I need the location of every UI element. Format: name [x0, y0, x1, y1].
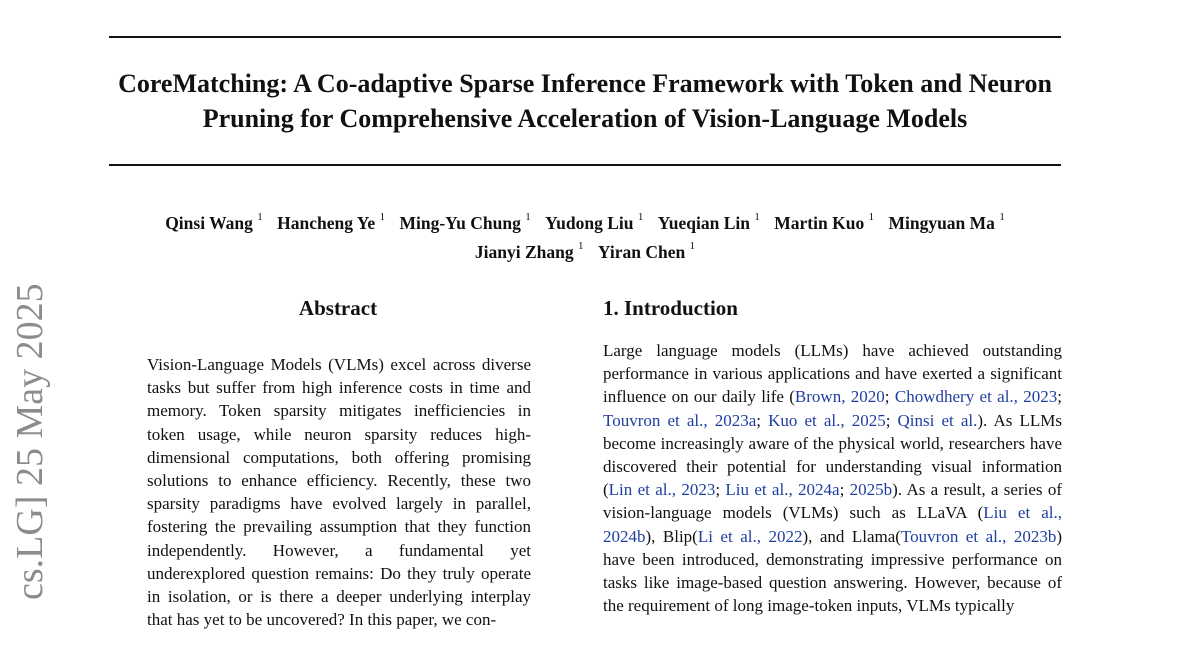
- citation-link[interactable]: Liu et al., 2024a: [725, 480, 840, 500]
- affiliation-marker: 1: [257, 211, 263, 223]
- affiliation-marker: 1: [637, 211, 644, 223]
- affiliation-marker: 1: [578, 239, 584, 252]
- citation-link[interactable]: Chowdhery et al., 2023: [894, 387, 1058, 407]
- paper-title: CoreMatching: A Co-adaptive Sparse Inference Framework with Token and Neuron Pruning for Comprehensive Acceleration of Vision-Language Models: [118, 69, 1052, 133]
- abstract-heading: Abstract: [298, 296, 378, 320]
- bottom-rule: [109, 164, 1061, 166]
- top-rule: [109, 36, 1061, 38]
- citation-link[interactable]: Lin et al., 2023: [608, 480, 716, 500]
- affiliation-marker: 1: [999, 211, 1005, 223]
- citation-link[interactable]: Liu et al., 2024b: [603, 503, 1062, 546]
- citation-link[interactable]: Touvron et al., 2023a: [603, 410, 757, 430]
- arxiv-stamp: cs.LG] 25 May 2025: [9, 283, 51, 600]
- author-name: Yiran Chen $^1$: [597, 239, 696, 262]
- author-list: [109, 207, 1061, 265]
- author-name: Yudong Liu $^1$: [545, 211, 644, 233]
- citation-link[interactable]: Kuo et al., 2025: [768, 410, 886, 430]
- author-name: Mingyuan Ma $^1$: [888, 211, 1005, 233]
- citation-link[interactable]: Brown, 2020: [794, 387, 885, 407]
- author-name: Yueqian Lin $^1$: [657, 211, 760, 233]
- affiliation-marker: 1: [868, 211, 875, 223]
- citation-link[interactable]: 2025b: [849, 480, 893, 500]
- author-name: Hancheng Ye $^1$: [277, 211, 386, 233]
- introduction-heading: 1. Introduction: [603, 296, 738, 320]
- author-name: Martin Kuo $^1$: [774, 211, 875, 233]
- author-name: Ming-Yu Chung $^1$: [399, 211, 531, 233]
- citation-link[interactable]: Li et al., 2022: [697, 526, 803, 546]
- affiliation-marker: 1: [379, 211, 386, 223]
- affiliation-marker: 1: [754, 211, 760, 223]
- abstract-text: Vision-Language Models (VLMs) excel across diverse tasks but suffer from high inference costs in time and memory. Token sparsity mitigates inefficiencies in token usage, while neuron sparsity reduces high-dimensional computations, both offering promising solutions to enhance efficiency. Recently, these two sparsity paradigms have evolved largely in parallel, fostering the prevailing assumption that they function independently. However, a fundamental yet underexplored question remains: Do they truly operate in isolation, or is there a deeper underlying interplay that has yet to be uncovered? In this paper, we con-: [147, 355, 531, 630]
- citation-link[interactable]: Touvron et al., 2023b: [900, 526, 1057, 546]
- introduction-text: Large language models (LLMs) have achieved outstanding performance in various applications and have exerted a significant influence on our daily life (Brown, 2020; Chowdhery et al., 2023; Touvron et al., 2023a; Kuo et al., 2025; Qinsi et al.). As LLMs become increasingly aware of the physical world, researchers have discovered their potential for understanding visual information (Lin et al., 2023; Liu et al., 2024a; 2025b). As a result, a series of vision-language models (VLMs) such as LLaVA (Liu et al., 2024b), Blip(Li et al., 2022), and Llama(Touvron et al., 2023b) have been introduced, demonstrating impressive performance on tasks like image-based question answering. However, because of the requirement of long image-token inputs, VLMs typically: [603, 341, 1062, 616]
- citation-link[interactable]: Qinsi et al.: [897, 410, 978, 430]
- author-name: Qinsi Wang $^1$: [165, 211, 263, 233]
- author-name: Jianyi Zhang $^1$: [474, 239, 584, 262]
- affiliation-marker: 1: [525, 211, 531, 223]
- affiliation-marker: 1: [689, 239, 696, 252]
